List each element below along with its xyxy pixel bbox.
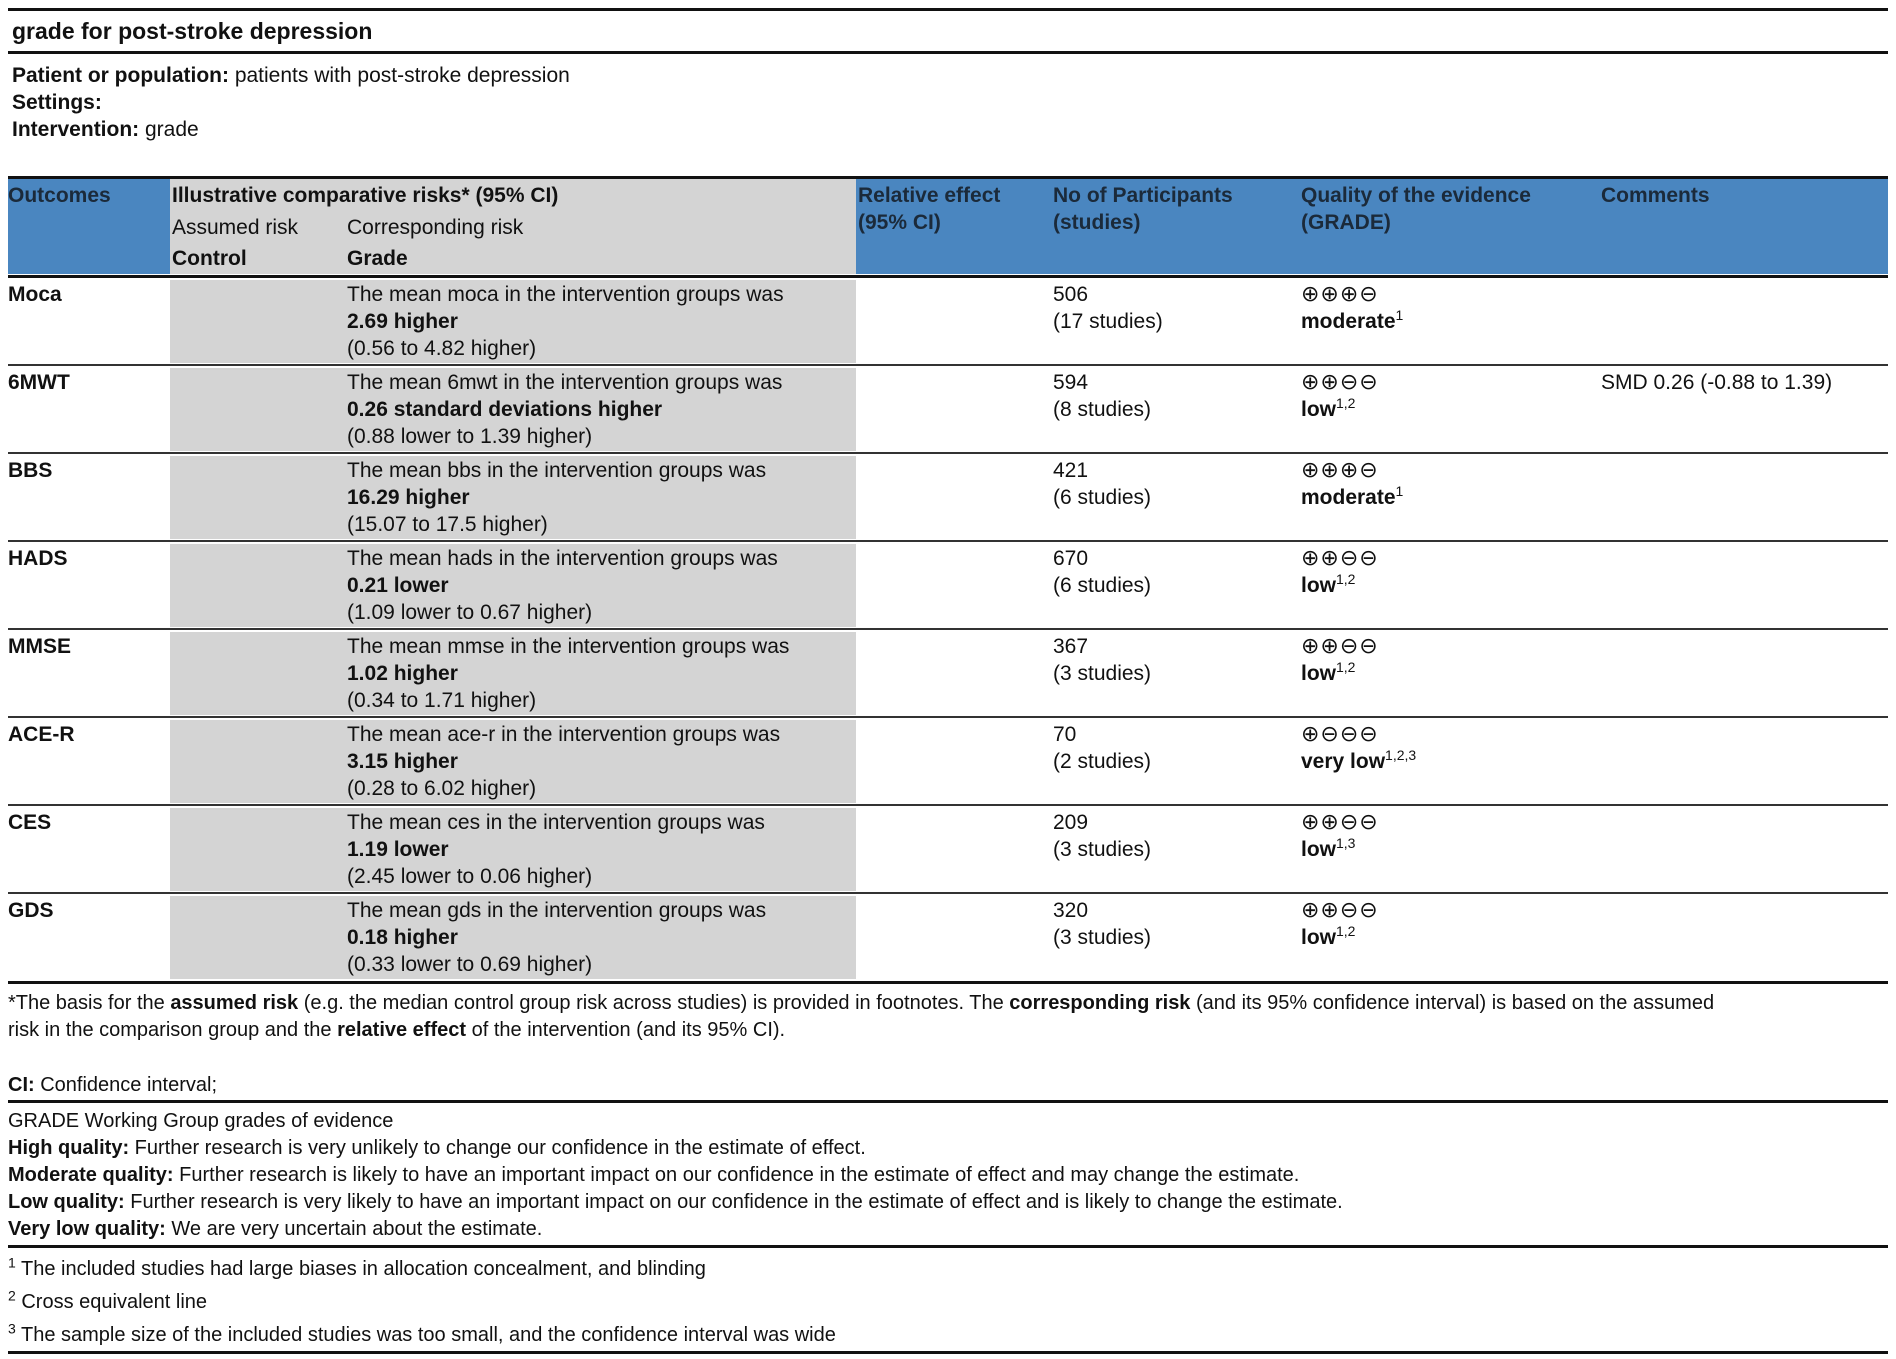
participants-count: 70 [1053, 723, 1077, 746]
quality-label: low [1301, 574, 1336, 597]
risk-effect: 16.29 higher [347, 486, 470, 509]
studies-count: (17 studies) [1053, 310, 1163, 333]
quality-footnote-ref: 1,3 [1336, 835, 1356, 851]
grade-group-heading: GRADE Working Group grades of evidence [8, 1110, 394, 1132]
footnote [8, 1322, 836, 1348]
table-title: grade for post-stroke depression [12, 18, 373, 44]
footnote [8, 1289, 207, 1315]
ci-label: CI: [8, 1074, 35, 1096]
row-divider [8, 892, 1888, 894]
basis-text-4: risk in the comparison group and the [8, 1019, 338, 1041]
quality-rating [1301, 309, 1403, 335]
grade-text: Further research is very likely to have an important impact on our confidence in the estimate of effect and is likely to change the estimate. [124, 1191, 1343, 1213]
quality-rating [1301, 837, 1355, 863]
quality-footnote-ref: 1,2,3 [1385, 747, 1417, 763]
quality-footnote-ref: 1,2 [1336, 923, 1356, 939]
footnote-text: The sample size of the included studies was too small, and the confidence interval was wide [15, 1324, 836, 1346]
studies-count: (3 studies) [1053, 662, 1152, 685]
footnotes-top-rule [8, 1245, 1888, 1248]
header-control: Control [172, 247, 247, 270]
participants-count: 594 [1053, 371, 1089, 394]
quality-label: low [1301, 398, 1336, 421]
grade-definition [8, 1189, 1343, 1215]
risk-interval: (15.07 to 17.5 higher) [347, 513, 548, 536]
risk-description: The mean 6mwt in the intervention groups was [347, 371, 783, 394]
outcome-label: BBS [8, 459, 53, 482]
basis-bold-relative: relative effect [337, 1019, 467, 1041]
risk-description: The mean moca in the intervention groups was [347, 283, 784, 306]
basis-text-2: (e.g. the median control group risk across studies) is provided in footnotes. The [298, 992, 1010, 1014]
quality-rating [1301, 485, 1403, 511]
grade-text: Further research is very unlikely to change our confidence in the estimate of effect. [129, 1137, 866, 1159]
risk-effect: 1.19 lower [347, 838, 449, 861]
footnote [8, 1256, 706, 1282]
quality-footnote-ref: 1 [1395, 307, 1404, 323]
risk-description: The mean bbs in the intervention groups was [347, 459, 767, 482]
participants-count: 209 [1053, 811, 1089, 834]
risk-interval: (0.33 lower to 0.69 higher) [347, 953, 593, 976]
grade-label: Very low quality: [8, 1218, 166, 1240]
intervention-label: Intervention: [12, 118, 140, 141]
top-rule [8, 8, 1888, 11]
basis-bold-corresponding: corresponding risk [1009, 992, 1191, 1014]
risk-effect: 0.18 higher [347, 926, 458, 949]
risk-effect: 1.02 higher [347, 662, 458, 685]
ci-line [8, 1072, 217, 1098]
grade-definition [8, 1216, 542, 1242]
quality-label: low [1301, 838, 1336, 861]
risk-description: The mean ces in the intervention groups was [347, 811, 765, 834]
risk-effect: 2.69 higher [347, 310, 458, 333]
participants-count: 421 [1053, 459, 1089, 482]
row-divider [8, 716, 1888, 718]
row-divider [8, 364, 1888, 366]
comment-text: SMD 0.26 (-0.88 to 1.39) [1601, 371, 1833, 394]
header-relative-effect-1: Relative effect [858, 184, 1001, 207]
outcome-label: HADS [8, 547, 68, 570]
row-divider [8, 540, 1888, 542]
quality-rating [1301, 661, 1355, 687]
header-comments: Comments [1601, 184, 1710, 207]
basis-text-1: *The basis for the [8, 992, 171, 1014]
basis-text-3: (and its 95% confidence interval) is based on the assumed [1190, 992, 1715, 1014]
quality-footnote-ref: 1 [1395, 483, 1404, 499]
outcome-label: 6MWT [8, 371, 70, 394]
risk-interval: (0.34 to 1.71 higher) [347, 689, 537, 712]
grade-label: High quality: [8, 1137, 130, 1159]
title-rule [8, 51, 1888, 54]
outcome-label: ACE-R [8, 723, 75, 746]
header-outcomes: Outcomes [8, 184, 111, 207]
intervention-value: grade [139, 118, 199, 141]
participants-count: 320 [1053, 899, 1089, 922]
risk-interval: (0.56 to 4.82 higher) [347, 337, 537, 360]
grade-definition [8, 1135, 866, 1161]
quality-rating [1301, 925, 1355, 951]
certainty-symbols-icon: ⊕⊕⊕⊖ [1301, 281, 1379, 306]
row-divider [8, 628, 1888, 630]
studies-count: (3 studies) [1053, 838, 1152, 861]
risk-interval: (1.09 lower to 0.67 higher) [347, 601, 593, 624]
header-corresponding-risk: Corresponding risk [347, 216, 524, 239]
quality-label: low [1301, 662, 1336, 685]
table-bottom-rule [8, 981, 1888, 984]
studies-count: (2 studies) [1053, 750, 1152, 773]
basis-line-2 [8, 1017, 785, 1043]
outcome-label: MMSE [8, 635, 71, 658]
risk-description: The mean ace-r in the intervention groups was [347, 723, 781, 746]
grade-text: We are very uncertain about the estimate. [165, 1218, 543, 1240]
footnote-number: 1 [8, 1254, 16, 1271]
risk-description: The mean mmse in the intervention groups was [347, 635, 790, 658]
quality-footnote-ref: 1,2 [1336, 571, 1356, 587]
participants-count: 367 [1053, 635, 1089, 658]
quality-rating [1301, 397, 1355, 423]
certainty-symbols-icon: ⊕⊕⊖⊖ [1301, 897, 1379, 922]
certainty-symbols-icon: ⊕⊖⊖⊖ [1301, 721, 1379, 746]
footnote-text: The included studies had large biases in allocation concealment, and blinding [15, 1258, 706, 1280]
ci-value: Confidence interval; [34, 1074, 217, 1096]
population-value: patients with post-stroke depression [228, 64, 570, 87]
header-assumed-risk: Assumed risk [172, 216, 299, 239]
risk-effect: 0.26 standard deviations higher [347, 398, 663, 421]
grade-label: Moderate quality: [8, 1164, 174, 1186]
header-relative-effect-2: (95% CI) [858, 211, 941, 234]
risk-interval: (0.28 to 6.02 higher) [347, 777, 537, 800]
studies-count: (8 studies) [1053, 398, 1152, 421]
risk-description: The mean hads in the intervention groups was [347, 547, 778, 570]
risk-effect: 0.21 lower [347, 574, 449, 597]
quality-rating [1301, 573, 1355, 599]
basis-text-5: of the intervention (and its 95% CI). [466, 1019, 786, 1041]
header-bottom-rule [8, 275, 1888, 278]
grade-definition [8, 1162, 1299, 1188]
header-participants-1: No of Participants [1053, 184, 1233, 207]
participants-count: 670 [1053, 547, 1089, 570]
quality-label: very low [1301, 750, 1386, 773]
quality-label: low [1301, 926, 1336, 949]
risk-description: The mean gds in the intervention groups was [347, 899, 767, 922]
grade-text: Further research is likely to have an important impact on our confidence in the estimate of effect and may change the estimate. [173, 1164, 1300, 1186]
outcome-label: GDS [8, 899, 54, 922]
footnote-number: 2 [8, 1287, 16, 1304]
certainty-symbols-icon: ⊕⊕⊕⊖ [1301, 457, 1379, 482]
page-bottom-rule [8, 1351, 1888, 1354]
grade-top-rule [8, 1100, 1888, 1103]
intervention-line [12, 117, 199, 143]
outcome-label: CES [8, 811, 52, 834]
certainty-symbols-icon: ⊕⊕⊖⊖ [1301, 633, 1379, 658]
grade-label: Low quality: [8, 1191, 125, 1213]
quality-footnote-ref: 1,2 [1336, 659, 1356, 675]
studies-count: (6 studies) [1053, 486, 1152, 509]
footnote-text: Cross equivalent line [15, 1291, 208, 1313]
population-label: Patient or population: [12, 64, 229, 87]
header-quality-2: (GRADE) [1301, 211, 1391, 234]
certainty-symbols-icon: ⊕⊕⊖⊖ [1301, 809, 1379, 834]
studies-count: (6 studies) [1053, 574, 1152, 597]
basis-line-1 [8, 990, 1714, 1016]
header-quality-1: Quality of the evidence [1301, 184, 1531, 207]
footnote-number: 3 [8, 1320, 16, 1337]
quality-footnote-ref: 1,2 [1336, 395, 1356, 411]
certainty-symbols-icon: ⊕⊕⊖⊖ [1301, 545, 1379, 570]
quality-label: moderate [1301, 486, 1396, 509]
header-grade: Grade [347, 247, 408, 270]
row-divider [8, 452, 1888, 454]
participants-count: 506 [1053, 283, 1089, 306]
risk-effect: 3.15 higher [347, 750, 458, 773]
risk-interval: (0.88 lower to 1.39 higher) [347, 425, 593, 448]
basis-bold-assumed: assumed risk [170, 992, 299, 1014]
population-line [12, 63, 570, 89]
certainty-symbols-icon: ⊕⊕⊖⊖ [1301, 369, 1379, 394]
header-participants-2: (studies) [1053, 211, 1141, 234]
outcome-label: Moca [8, 283, 62, 306]
quality-rating [1301, 749, 1416, 775]
row-divider [8, 804, 1888, 806]
header-illustrative: Illustrative comparative risks* (95% CI) [172, 184, 559, 207]
studies-count: (3 studies) [1053, 926, 1152, 949]
risk-interval: (2.45 lower to 0.06 higher) [347, 865, 593, 888]
quality-label: moderate [1301, 310, 1396, 333]
settings-label: Settings: [12, 91, 102, 114]
